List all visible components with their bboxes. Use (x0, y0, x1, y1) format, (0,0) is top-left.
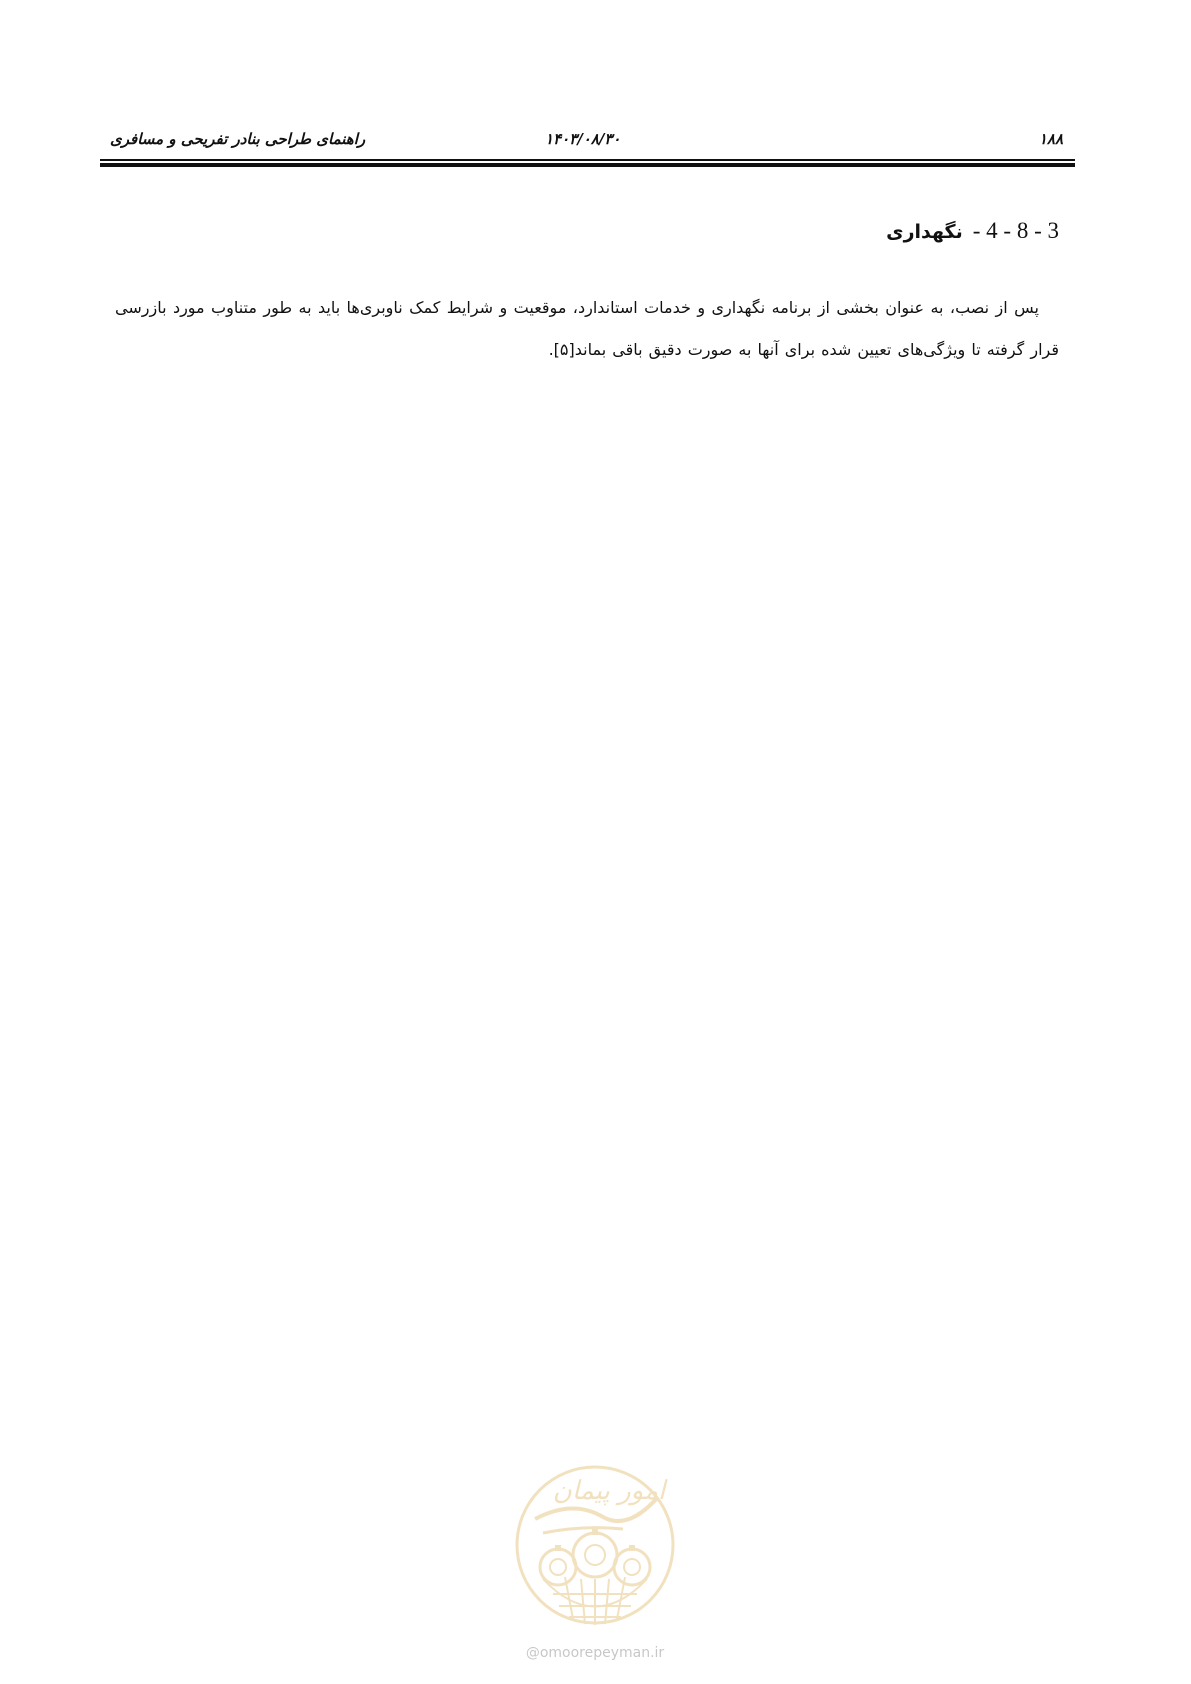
header-date: ۱۴۰۳/۰۸/۳۰ (545, 130, 621, 148)
header-page-number: ۱۸۸ (1038, 130, 1063, 148)
section-heading (886, 218, 1059, 245)
header-book-title: راهنمای طراحی بنادر تفریحی و مسافری (110, 130, 366, 148)
watermark-logo-icon (513, 1459, 677, 1641)
watermark-site-caption: @omoorepeyman.ir (525, 1645, 665, 1661)
header-rule-thin (100, 159, 1075, 161)
section-number: 3 - 8 - 4 - (972, 218, 1059, 243)
watermark (505, 1459, 685, 1669)
header-rule-thick (100, 163, 1075, 167)
watermark-logo-text: امور پیمان (552, 1476, 666, 1506)
running-header (100, 126, 1075, 152)
body-paragraph: پس از نصب، به عنوان بخشی از برنامه نگهداری و خدمات استاندارد، موقعیت و شرایط کمک ناوبری‌ها باید به طور متناوب مورد بازرسی قرار گرفته تا ویژگی‌های تعیین شده برای آنها به صورت دقیق باقی بماند[۵]. (115, 298, 1059, 359)
section-title: نگهداری (886, 221, 963, 243)
